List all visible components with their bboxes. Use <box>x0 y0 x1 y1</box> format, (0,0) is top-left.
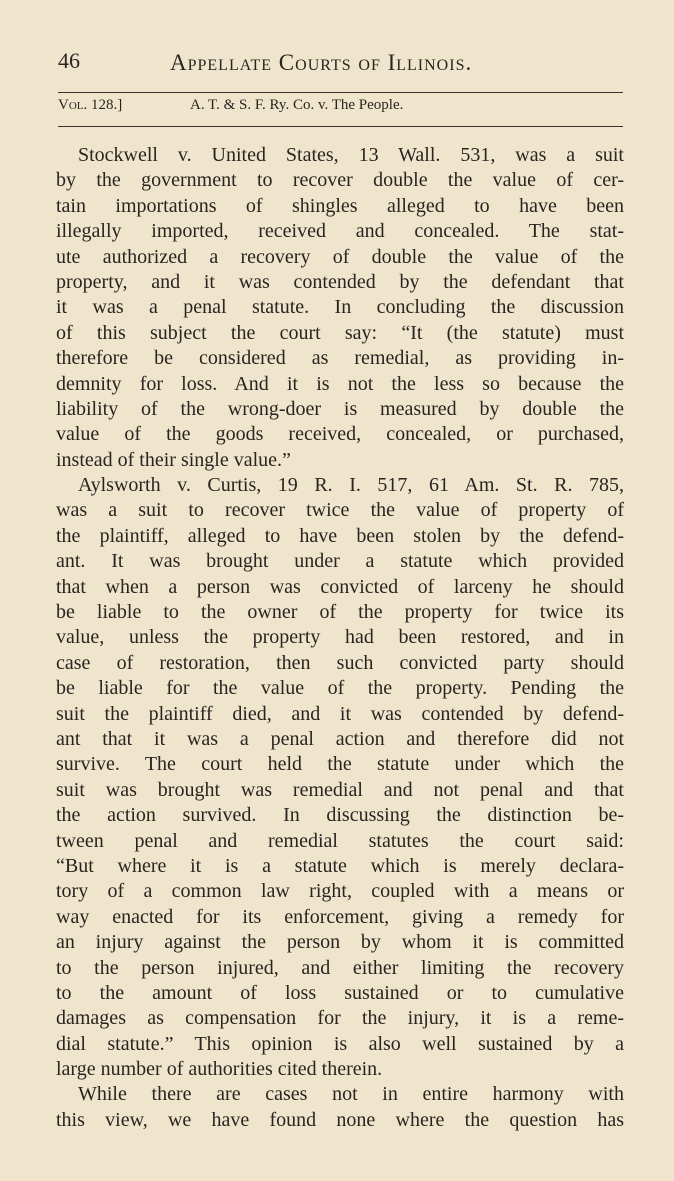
text-line: demnity for loss. And it is not the less so because the <box>56 372 624 395</box>
text-line: tween penal and remedial statutes the court said: <box>56 829 624 852</box>
text-line: the action survived. In discussing the distinction be- <box>56 804 624 827</box>
case-title: A. T. & S. F. Ry. Co. v. The People. <box>190 97 404 113</box>
text-line: therefore be considered as remedial, as providing in- <box>56 347 624 370</box>
header-rule <box>58 92 623 93</box>
text-line: ant that it was a penal action and therefore did not <box>56 727 624 750</box>
text-line: way enacted for its enforcement, giving a remedy for <box>56 905 624 928</box>
text-line: large number of authorities cited therein. <box>56 1058 383 1081</box>
text-line: survive. The court held the statute under which the <box>56 753 624 776</box>
text-line: that when a person was convicted of larceny he should <box>56 575 624 598</box>
text-line: it was a penal statute. In concluding the discussion <box>56 296 624 319</box>
text-line: illegally imported, received and concealed. The stat- <box>56 220 624 243</box>
text-line: be liable to the owner of the property for twice its <box>56 601 624 624</box>
text-line: the plaintiff, alleged to have been stolen by the defend- <box>56 524 624 547</box>
text-line: ute authorized a recovery of double the value of the <box>56 245 624 268</box>
text-line: Aylsworth v. Curtis, 19 R. I. 517, 61 Am. St. R. 785, <box>78 474 624 497</box>
text-line: Stockwell v. United States, 13 Wall. 531, was a suit <box>78 144 624 166</box>
header-rule-lower <box>58 126 623 127</box>
text-line: property, and it was contended by the defendant that <box>56 270 624 293</box>
text-line: an injury against the person by whom it is committed <box>56 931 624 954</box>
running-title: Appellate Courts of Illinois. <box>170 50 473 75</box>
text-line: to the person injured, and either limiting the recovery <box>56 956 624 979</box>
text-line: instead of their single value.” <box>56 448 291 471</box>
body-text <box>56 143 624 1133</box>
text-line: this view, we have found none where the question has <box>56 1108 624 1131</box>
text-line: tory of a common law right, coupled with a means or <box>56 880 624 903</box>
text-line: case of restoration, then such convicted party should <box>56 651 624 674</box>
text-line: was a suit to recover twice the value of property of <box>56 499 624 522</box>
text-line: “But where it is a statute which is merely declara- <box>56 854 624 877</box>
text-line: suit was brought was remedial and not penal and that <box>56 778 624 801</box>
text-line: damages as compensation for the injury, it is a reme- <box>56 1007 624 1030</box>
text-line: value, unless the property had been restored, and in <box>56 626 624 649</box>
text-line: by the government to recover double the value of cer- <box>56 169 624 192</box>
text-line: dial statute.” This opinion is also well sustained by a <box>56 1032 624 1055</box>
text-line: While there are cases not in entire harmony with <box>78 1083 624 1106</box>
text-line: ant. It was brought under a statute which provided <box>56 550 624 573</box>
volume-label: Vol. 128.] <box>58 97 123 113</box>
text-line: to the amount of loss sustained or to cumulative <box>56 981 624 1004</box>
text-line: of this subject the court say: “It (the statute) must <box>56 321 624 344</box>
text-line: suit the plaintiff died, and it was contended by defend- <box>56 702 624 725</box>
text-line: value of the goods received, concealed, or purchased, <box>56 423 624 446</box>
page-number: 46 <box>58 48 80 73</box>
text-line: be liable for the value of the property. Pending the <box>56 677 624 700</box>
text-line: liability of the wrong-doer is measured by double the <box>56 397 624 420</box>
text-line: tain importations of shingles alleged to have been <box>56 194 624 217</box>
